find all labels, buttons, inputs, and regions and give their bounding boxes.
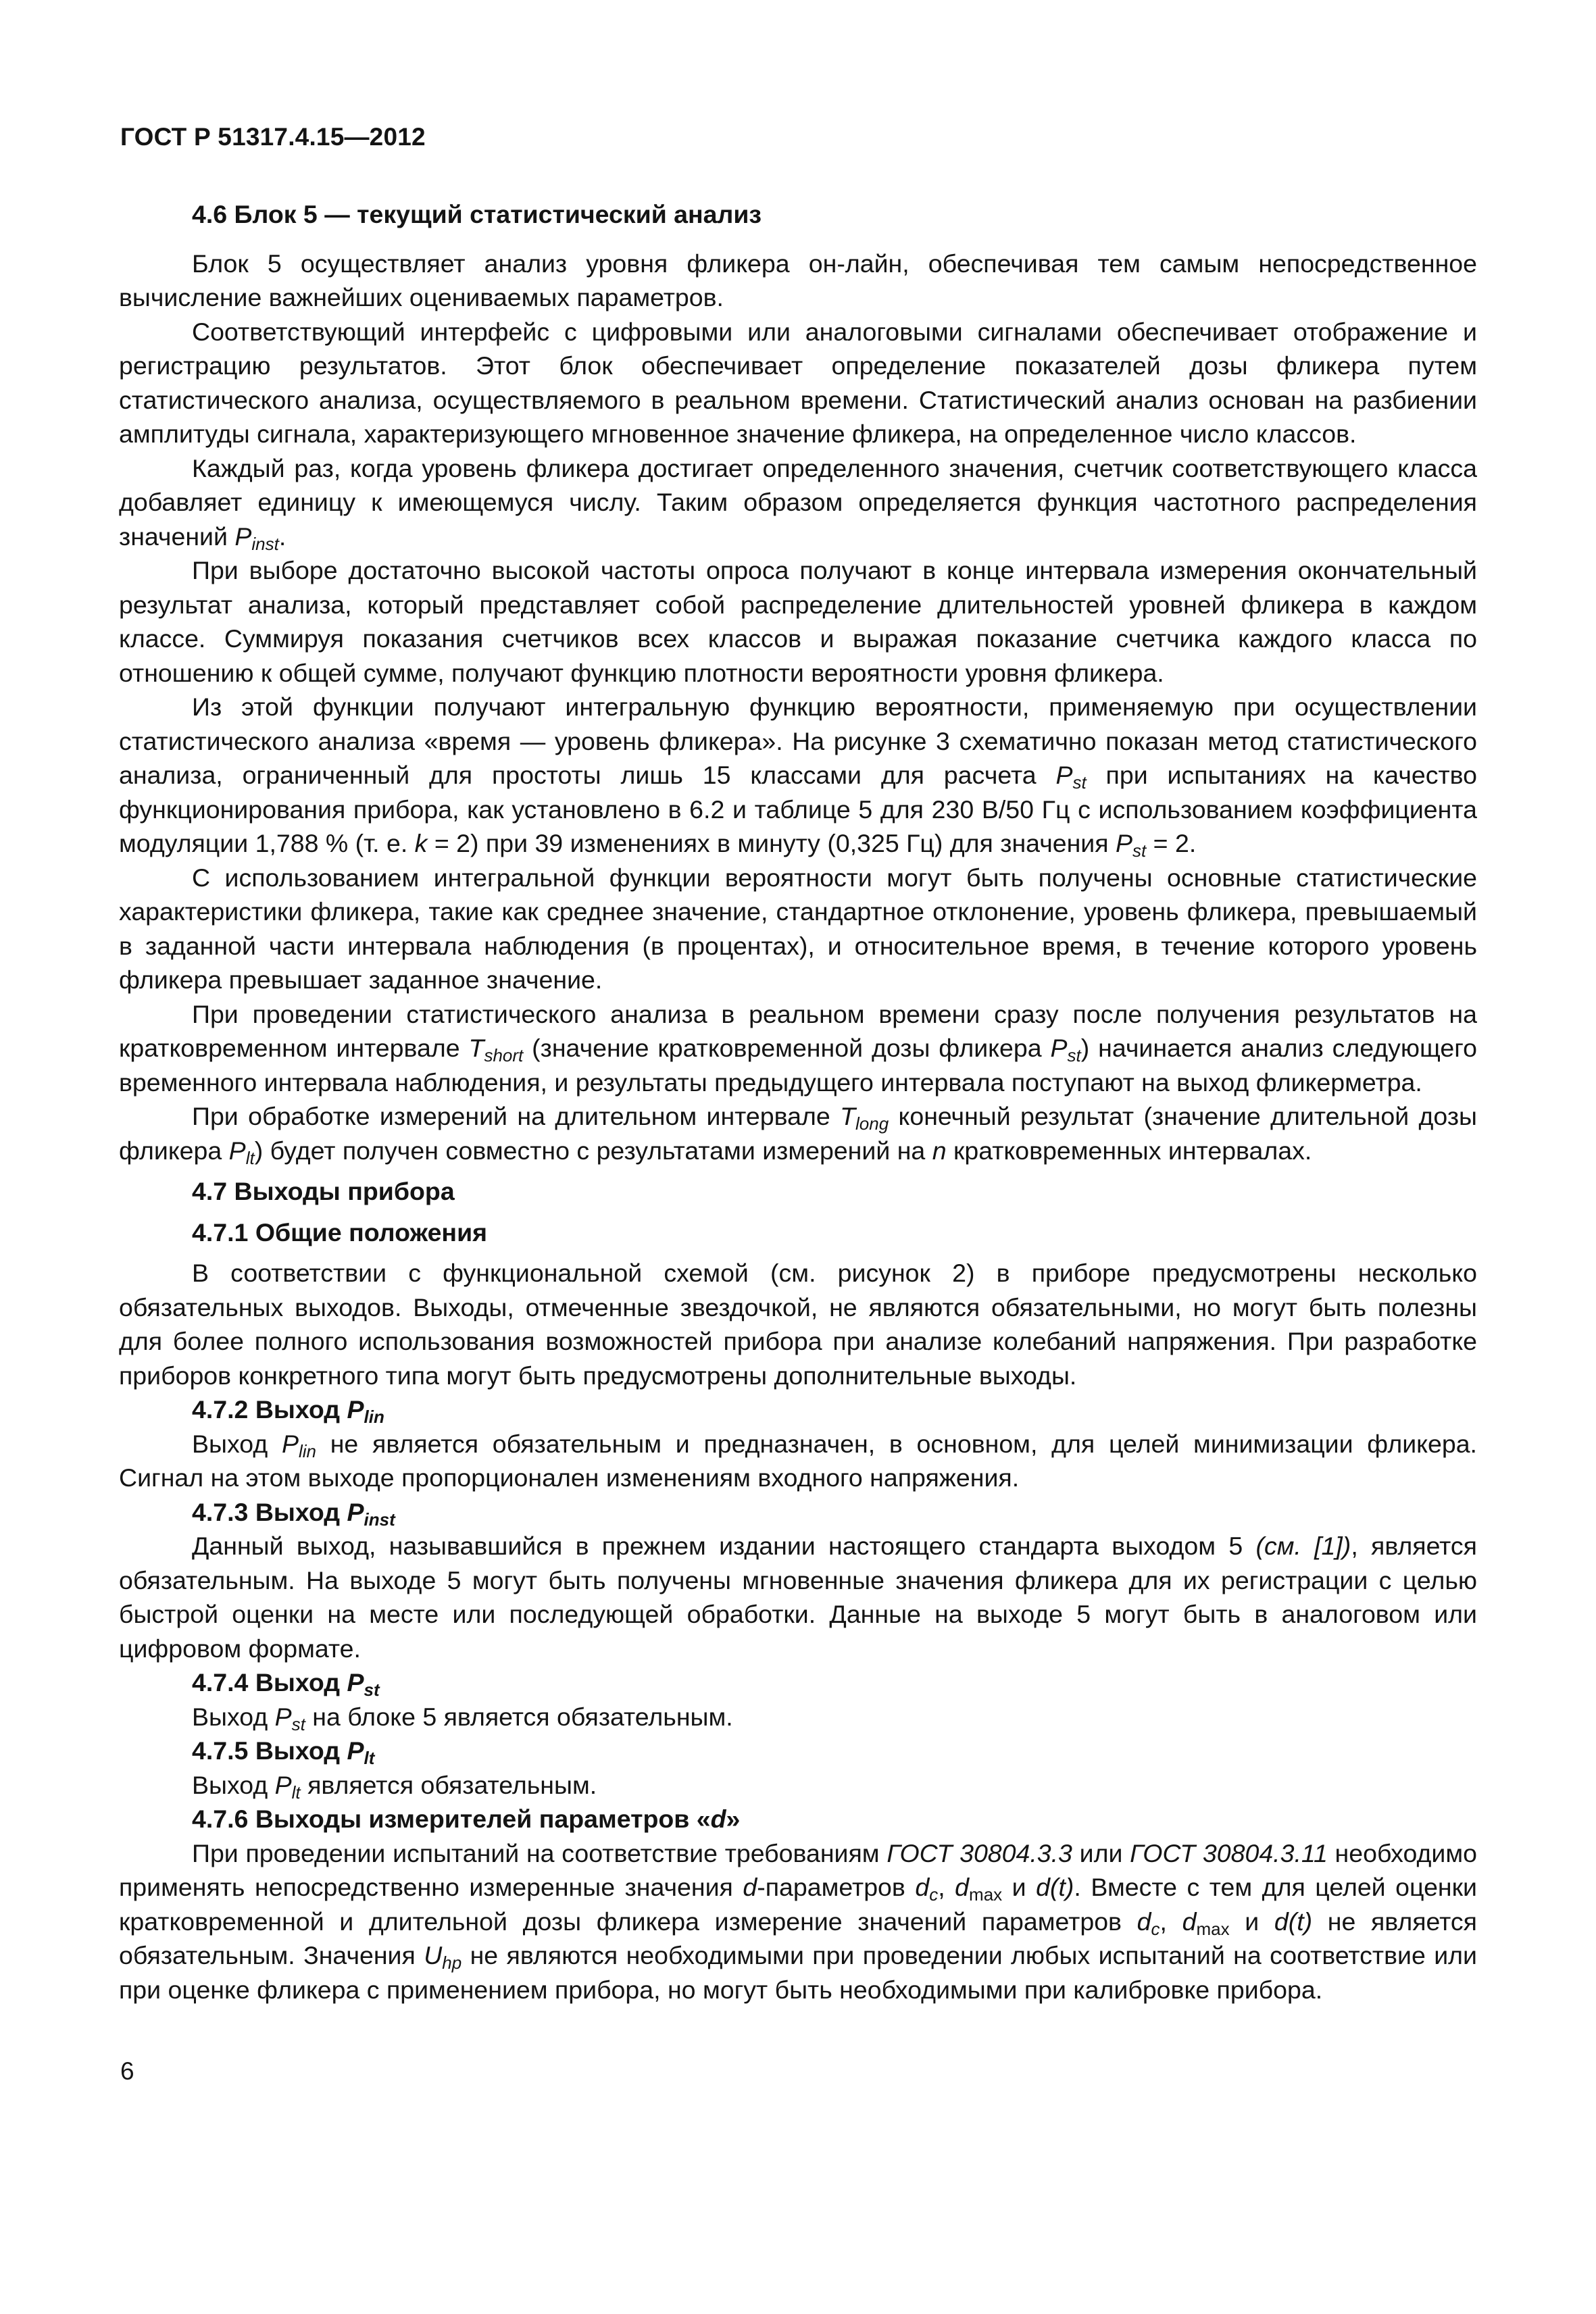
paragraph: При выборе достаточно высокой частоты опроса получают в конце интервала измерения окончательный результат анализа, который представляет собой распределение длительностей уровней фликера в каждом классе. Суммируя показания счетчиков всех классов и выражая показание счетчика каждого класса по отношению к общей сумме, получают функцию плотности вероятности уровня фликера. — [119, 556, 1477, 687]
section-heading-4-7-6: 4.7.6 Выходы измерителей параметров «d» — [192, 1805, 741, 1833]
paragraph: Из этой функции получают интегральную функцию вероятности, применяемую при осуществлении статистического анализа «время — уровень фликера». На рисунке 3 схематично показан метод статистического анализа, ограниченный для простоты лишь 15 классами для расчета $P_{st}$ при испытаниях на качество функционирования прибора, как установлено в 6.2 и таблице 5 для 230 В/50 Гц с использованием коэффициента модуляции 1,788 % (т. е. k = 2) при 39 изменениях в минуту (0,325 Гц) для значения $P_{st} = 2$. — [119, 693, 1477, 861]
paragraph: Данный выход, называвшийся в прежнем издании настоящего стандарта выходом 5 (см. [1]), является обязательным. На выходе 5 могут быть получены мгновенные значения фликера для их регистрации с целью быстрой оценки на месте или последующей обработки. Данные на выходе 5 могут быть в аналоговом или цифровом формате. — [119, 1532, 1477, 1663]
paragraph: Выход $P_{lt}$ является обязательным. — [192, 1770, 597, 1803]
section-heading-4-7-2: 4.7.2 Выход $P_{lin}$ — [192, 1395, 384, 1427]
section-heading-4-7-5: 4.7.5 Выход $P_{lt}$ — [192, 1736, 375, 1768]
section-heading-4-7-1: 4.7.1 Общие положения — [192, 1217, 488, 1247]
document-number-header: ГОСТ Р 51317.4.15—2012 — [120, 123, 426, 151]
document-body — [119, 197, 1477, 2007]
standard-reference: ГОСТ 30804.3.3 — [887, 1838, 1072, 1867]
paragraph: Выход $P_{st}$ на блоке 5 является обязательным. — [192, 1702, 733, 1734]
page-number: 6 — [120, 2057, 134, 2085]
paragraph: С использованием интегральной функции вероятности могут быть получены основные статистические характеристики фликера, такие как среднее значение, стандартное отклонение, уровень фликера, превышаемый в заданной части интервала наблюдения (в процентах), и относительное время, в течение которого уровень фликера превышает заданное значение. — [119, 863, 1477, 994]
paragraph: Выход $P_{lin}$ не является обязательным и предназначен, в основном, для целей минимизации фликера. Сигнал на этом выходе пропорционален изменениям входного напряжения. — [119, 1429, 1477, 1492]
paragraph: В соответствии с функциональной схемой (см. рисунок 2) в приборе предусмотрены несколько обязательных выходов. Выходы, отмеченные звездочкой, не являются обязательными, но могут быть полезны для более полного использования возможностей прибора при анализе колебаний напряжения. При разработке приборов конкретного типа могут быть предусмотрены дополнительные выходы. — [119, 1259, 1477, 1390]
paragraph: При проведении испытаний на соответствие требованиям ГОСТ 30804.3.3 или ГОСТ 30804.3.11 необходимо применять непосредственно измеренные значения d-параметров $d_c$, $d_{max}$ и d(t). Вместе с тем для целей оценки кратковременной и длительной дозы фликера измерение значений параметров $d_c$, $d_{max}$ и d(t) не является обязательным. Значения $U_{hp}$ не являются необходимыми при проведении любых испытаний на соответствие или при оценке фликера с применением прибора, но могут быть необходимыми при калибровке прибора. — [119, 1838, 1478, 2004]
paragraph: Каждый раз, когда уровень фликера достигает определенного значения, счетчик соответствующего класса добавляет единицу к имеющемуся числу. Таким образом определяется функция частотного распределения значений $P_{inst}$. — [119, 453, 1477, 554]
reference-citation: (см. [1]) — [1255, 1532, 1351, 1560]
paragraph: При проведении статистического анализа в реальном времени сразу после получения результатов на кратковременном интервале $T_{short}$ (значение кратковременной дозы фликера $P_{st}$) начинается анализ следующего временного интервала наблюдения, и результаты предыдущего интервала поступают на выход фликерметра. — [119, 999, 1477, 1097]
section-heading-4-7-4: 4.7.4 Выход $P_{st}$ — [192, 1668, 380, 1700]
paragraph: Соответствующий интерфейс с цифровыми или аналоговыми сигналами обеспечивает отображение и регистрацию результатов. Этот блок обеспечивает определение показателей дозы фликера путем статистического анализа, осуществляемого в реальном времени. Статистический анализ основан на разбиении амплитуды сигнала, характеризующего мгновенное значение фликера, на определенное число классов. — [119, 317, 1477, 448]
paragraph: При обработке измерений на длительном интервале $T_{long}$ конечный результат (значение длительной дозы фликера $P_{lt}$) будет получен совместно с результатами измерений на n кратковременных интервалах. — [119, 1102, 1477, 1168]
section-heading-4-7: 4.7 Выходы прибора — [192, 1177, 455, 1205]
standard-reference: ГОСТ 30804.3.11 — [1130, 1838, 1328, 1867]
section-heading-4-6: 4.6 Блок 5 — текущий статистический анализ — [192, 200, 762, 228]
paragraph: Блок 5 осуществляет анализ уровня фликера он-лайн, обеспечивая тем самым непосредственное вычисление важнейших оцениваемых параметров. — [119, 249, 1477, 311]
section-heading-4-7-3: 4.7.3 Выход $P_{inst}$ — [192, 1497, 395, 1530]
